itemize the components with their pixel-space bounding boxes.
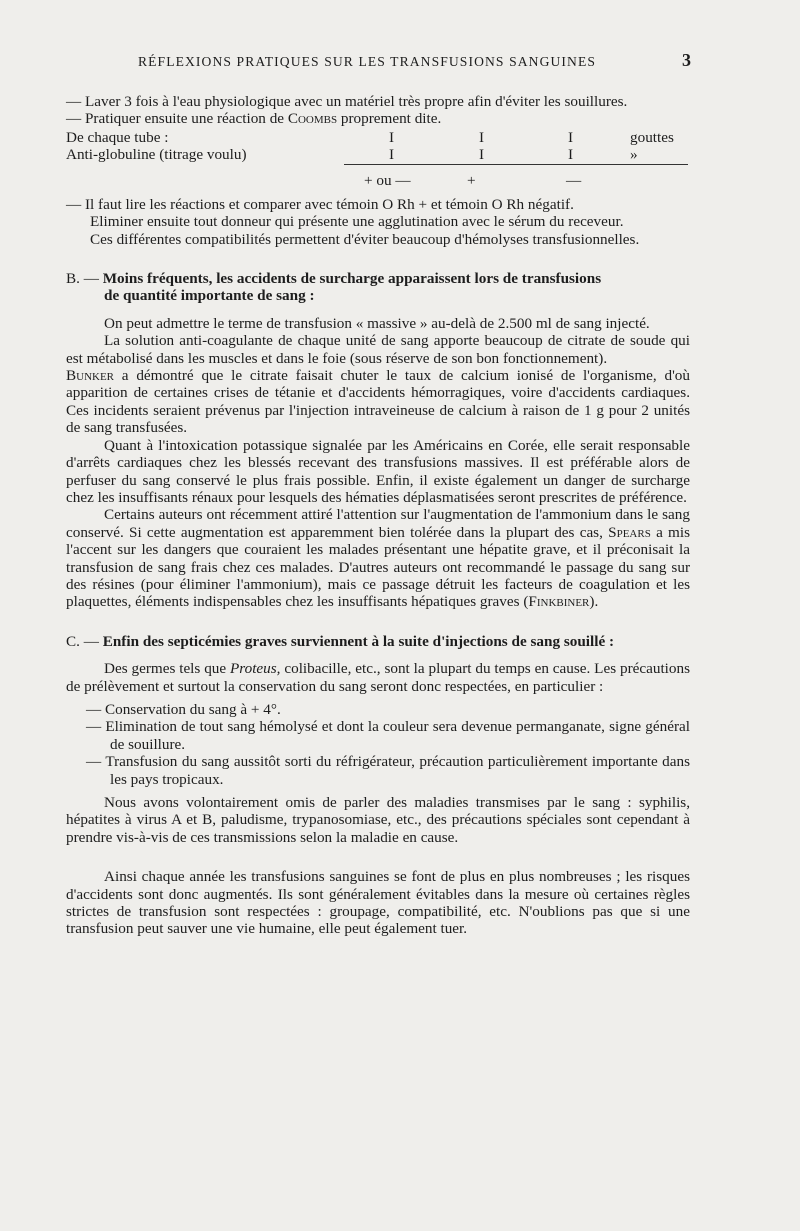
author-name: Coombs bbox=[287, 110, 338, 128]
table-cell: I bbox=[568, 128, 574, 146]
table-unit: » bbox=[630, 145, 638, 163]
running-header: RÉFLEXIONS PRATIQUES SUR LES TRANSFUSIONS SANGUINES bbox=[137, 54, 597, 69]
precaution-list bbox=[66, 701, 690, 788]
table-cell: I bbox=[568, 145, 574, 163]
page-body bbox=[66, 93, 690, 938]
table-unit: gouttes bbox=[630, 128, 674, 146]
author-name: Bunker bbox=[66, 367, 115, 385]
table-result: + bbox=[467, 171, 476, 189]
conclusion-paragraph: Ainsi chaque année les transfusions sanguines se font de plus en plus nombreuses ; les risques d'accidents sont donc augmentés. Ils sont généralement évitables dans la mesure où certaines règles strictes de transfusion sont respectées : groupage, compatibilité, etc. N'oublions pas que si une transfusion peut sauver une vie humaine, elle peut également tuer. bbox=[66, 868, 690, 938]
list-item: — Elimination de tout sang hémolysé et dont la couleur sera devenue permanganate, signe général de souillure. bbox=[86, 718, 690, 753]
list-item: — Transfusion du sang aussitôt sorti du réfrigérateur, précaution particulièrement importante dans les pays tropicaux. bbox=[86, 753, 690, 788]
paragraph: Des germes tels que Proteus, colibacille, etc., sont la plupart du temps en cause. Les précautions de prélèvement et surtout la conservation du sang seront donc respectées, en particulier : bbox=[66, 660, 690, 695]
paragraph: On peut admettre le terme de transfusion « massive » au-delà de 2.500 ml de sang injecté. bbox=[104, 314, 650, 332]
paragraph: La solution anti-coagulante de chaque unité de sang apporte beaucoup de citrate de soude qui est métabolisé dans les muscles et dans le foie (sous réserve de son bon fonctionnement). bbox=[66, 332, 690, 367]
table-result-row bbox=[66, 168, 690, 190]
paragraph: Bunker a démontré que le citrate faisait chuter le taux de calcium ionisé de l'organisme, d'où apparition de certaines crises de tétanie et d'accidents hémorragiques, voire d'accidents cardiaques. Ces incidents seraient prévenus par l'injection intraveineuse de calcium à raison de 1 g pour 2 unités de sang transfusées. bbox=[66, 367, 690, 437]
table-cell: I bbox=[479, 145, 485, 163]
list-item: — Conservation du sang à + 4°. bbox=[86, 700, 281, 718]
page-number: 3 bbox=[682, 50, 691, 70]
table-row-label: Anti-globuline (titrage voulu) bbox=[66, 145, 247, 163]
table-result: + ou — bbox=[364, 171, 411, 189]
table-cell: I bbox=[389, 128, 395, 146]
section-c-heading: C. — Enfin des septicémies graves surviennent à la suite d'injections de sang souillé : bbox=[66, 632, 615, 650]
table-result: — bbox=[566, 171, 582, 189]
instruction-read: — Il faut lire les réactions et comparer avec témoin O Rh + et témoin O Rh négatif. Eliminer ensuite tout donneur qui présente une agglutination avec le sérum du receveur. Ces différentes compatibilités permettent d'éviter beaucoup d'hémolyses transfusionnelles. bbox=[66, 195, 640, 248]
reaction-table bbox=[66, 129, 690, 165]
table-rule bbox=[344, 164, 688, 165]
author-name: Spears bbox=[608, 523, 651, 541]
paragraph: Nous avons volontairement omis de parler des maladies transmises par le sang : syphilis, hépatites à virus A et B, paludisme, trypanosomiase, etc., des précautions spéciales sont cependant à prendre vis-à-vis de ces transmissions selon la maladie en cause. bbox=[66, 794, 690, 846]
author-name: Finkbiner bbox=[528, 593, 590, 611]
instruction-coombs: — Pratiquer ensuite une réaction de Coombs proprement dite. bbox=[66, 110, 442, 128]
table-cell: I bbox=[479, 128, 485, 146]
paragraph: Quant à l'intoxication potassique signalée par les Américains en Corée, elle serait responsable d'arrêts cardiaques chez les blessés recevant des transfusions massives. Il est préférable alors de perfuser du sang conservé le plus frais possible. Enfin, il existe également un danger de surcharge chez les insuffisants rénaux pour lesquels des hématies déplasmatisées seront prescrites de préférence. bbox=[66, 436, 690, 506]
section-b-heading: B. — Moins fréquents, les accidents de surcharge apparaissent lors de transfusions de quantité importante de sang : bbox=[66, 270, 602, 305]
table-cell: I bbox=[389, 145, 395, 163]
table-row-label: De chaque tube : bbox=[66, 128, 169, 146]
instruction-wash: — Laver 3 fois à l'eau physiologique avec un matériel très propre afin d'éviter les souillures. bbox=[66, 93, 628, 110]
paragraph: Certains auteurs ont récemment attiré l'attention sur l'augmentation de l'ammonium dans le sang conservé. Si cette augmentation est apparemment bien tolérée dans la plupart des cas, Spears a mis l'accent sur les dangers que couraient les malades présentant une hépatite grave, et il préconisait la transfusion de sang frais chez ces malades. D'autres auteurs ont recommandé le passage du sang sur des résines (pour éliminer l'ammonium), mais ce passage détruit les facteurs de coagulation et les plaquettes, éléments indispensables chez les insuffisants hépatiques graves (Finkbiner). bbox=[66, 506, 690, 611]
